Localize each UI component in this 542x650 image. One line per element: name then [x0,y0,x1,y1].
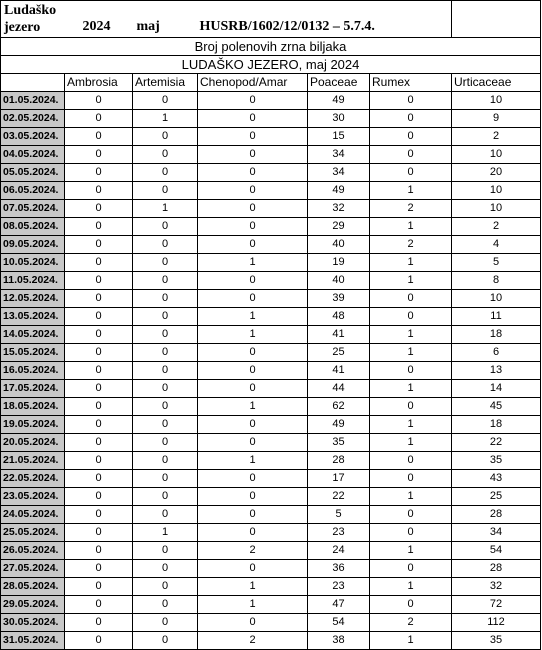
table-row [1,272,541,290]
table-row [1,326,541,344]
cell-value: 1 [370,632,452,650]
cell-value: 1 [370,488,452,506]
cell-value: 0 [370,164,452,182]
cell-value: 1 [370,416,452,434]
cell-value: 18 [452,326,541,344]
cell-value: 0 [65,218,133,236]
table-row [1,290,541,308]
cell-value: 23 [308,524,370,542]
cell-value: 49 [308,92,370,110]
row-date: 05.05.2024. [1,164,65,182]
cell-value: 0 [133,578,198,596]
month-cell: maj [133,1,198,38]
subtitle-row [1,56,541,74]
cell-value: 0 [133,218,198,236]
cell-value: 54 [452,542,541,560]
cell-value: 35 [452,452,541,470]
row-date: 20.05.2024. [1,434,65,452]
col-header-rumex: Rumex [370,74,452,92]
cell-value: 0 [133,128,198,146]
row-date: 07.05.2024. [1,200,65,218]
table-subtitle: LUDAŠKO JEZERO, maj 2024 [1,56,541,74]
cell-value: 22 [452,434,541,452]
cell-value: 0 [370,596,452,614]
cell-value: 0 [65,434,133,452]
cell-value: 35 [452,632,541,650]
header-row [1,1,541,38]
cell-value: 1 [370,272,452,290]
cell-value: 0 [133,560,198,578]
table-row [1,146,541,164]
cell-value: 0 [133,290,198,308]
cell-value: 0 [198,506,308,524]
col-header-poaceae: Poaceae [308,74,370,92]
cell-value: 0 [198,362,308,380]
cell-value: 13 [452,362,541,380]
table-row [1,560,541,578]
row-date: 30.05.2024. [1,614,65,632]
cell-value: 0 [65,452,133,470]
row-date: 25.05.2024. [1,524,65,542]
cell-value: 0 [133,596,198,614]
cell-value: 34 [308,164,370,182]
cell-value: 0 [65,596,133,614]
table-row [1,182,541,200]
cell-value: 0 [198,434,308,452]
cell-value: 0 [133,398,198,416]
row-date: 28.05.2024. [1,578,65,596]
cell-value: 23 [308,578,370,596]
cell-value: 40 [308,272,370,290]
cell-value: 35 [308,434,370,452]
cell-value: 0 [370,290,452,308]
cell-value: 1 [370,182,452,200]
table-row [1,254,541,272]
table-row [1,596,541,614]
cell-value: 34 [452,524,541,542]
table-row [1,434,541,452]
cell-value: 0 [133,434,198,452]
cell-value: 0 [198,290,308,308]
row-date: 26.05.2024. [1,542,65,560]
cell-value: 5 [308,506,370,524]
empty-header-cell [452,1,541,38]
cell-value: 0 [65,560,133,578]
cell-value: 0 [65,254,133,272]
row-date: 16.05.2024. [1,362,65,380]
cell-value: 2 [370,236,452,254]
col-header-chenopod: Chenopod/Amar [198,74,308,92]
cell-value: 19 [308,254,370,272]
cell-value: 0 [65,146,133,164]
cell-value: 0 [198,524,308,542]
table-row [1,236,541,254]
cell-value: 1 [198,452,308,470]
table-row [1,380,541,398]
cell-value: 49 [308,182,370,200]
cell-value: 0 [65,164,133,182]
cell-value: 0 [370,128,452,146]
cell-value: 1 [198,398,308,416]
cell-value: 10 [452,146,541,164]
cell-value: 28 [452,560,541,578]
row-date: 19.05.2024. [1,416,65,434]
cell-value: 0 [198,416,308,434]
cell-value: 1 [370,254,452,272]
cell-value: 0 [133,632,198,650]
cell-value: 41 [308,362,370,380]
cell-value: 40 [308,236,370,254]
col-header-artemisia: Artemisia [133,74,198,92]
cell-value: 1 [370,344,452,362]
cell-value: 0 [65,236,133,254]
cell-value: 0 [370,110,452,128]
cell-value: 112 [452,614,541,632]
cell-value: 0 [198,236,308,254]
table-row [1,128,541,146]
row-date: 06.05.2024. [1,182,65,200]
cell-value: 0 [198,146,308,164]
cell-value: 0 [198,128,308,146]
cell-value: 47 [308,596,370,614]
cell-value: 43 [452,470,541,488]
row-date: 24.05.2024. [1,506,65,524]
row-date: 27.05.2024. [1,560,65,578]
row-date: 22.05.2024. [1,470,65,488]
cell-value: 48 [308,308,370,326]
location-cell [1,1,65,38]
cell-value: 0 [65,362,133,380]
cell-value: 5 [452,254,541,272]
row-date: 15.05.2024. [1,344,65,362]
cell-value: 39 [308,290,370,308]
cell-value: 18 [452,416,541,434]
col-header-urticaceae: Urticaceae [452,74,541,92]
cell-value: 0 [198,182,308,200]
row-date: 09.05.2024. [1,236,65,254]
cell-value: 1 [133,524,198,542]
station-code-cell: HUSRB/1602/12/0132 – 5.7.4. [198,1,452,38]
table-row [1,164,541,182]
cell-value: 10 [452,200,541,218]
title-row [1,38,541,56]
cell-value: 1 [198,308,308,326]
cell-value: 0 [133,182,198,200]
cell-value: 25 [452,488,541,506]
cell-value: 0 [65,488,133,506]
cell-value: 1 [133,110,198,128]
cell-value: 1 [370,578,452,596]
cell-value: 0 [65,272,133,290]
cell-value: 0 [198,92,308,110]
cell-value: 2 [198,632,308,650]
cell-value: 6 [452,344,541,362]
cell-value: 0 [198,200,308,218]
cell-value: 11 [452,308,541,326]
row-date: 13.05.2024. [1,308,65,326]
cell-value: 45 [452,398,541,416]
cell-value: 0 [65,110,133,128]
corner-cell [1,74,65,92]
cell-value: 0 [370,524,452,542]
cell-value: 1 [370,218,452,236]
cell-value: 2 [452,128,541,146]
table-row [1,308,541,326]
cell-value: 24 [308,542,370,560]
table-row [1,416,541,434]
cell-value: 0 [198,344,308,362]
cell-value: 0 [65,200,133,218]
cell-value: 0 [65,524,133,542]
table-row [1,92,541,110]
row-date: 23.05.2024. [1,488,65,506]
table-row [1,344,541,362]
cell-value: 0 [133,380,198,398]
cell-value: 0 [133,416,198,434]
table-row [1,614,541,632]
cell-value: 8 [452,272,541,290]
cell-value: 0 [133,344,198,362]
row-date: 18.05.2024. [1,398,65,416]
cell-value: 28 [452,506,541,524]
cell-value: 0 [133,614,198,632]
cell-value: 41 [308,326,370,344]
table-row [1,110,541,128]
table-row [1,362,541,380]
cell-value: 0 [133,272,198,290]
cell-value: 25 [308,344,370,362]
cell-value: 0 [370,146,452,164]
cell-value: 0 [133,236,198,254]
table-title: Broj polenovih zrna biljaka [1,38,541,56]
cell-value: 0 [65,380,133,398]
cell-value: 38 [308,632,370,650]
table-row [1,632,541,650]
cell-value: 0 [133,470,198,488]
cell-value: 0 [133,164,198,182]
col-header-ambrosia: Ambrosia [65,74,133,92]
cell-value: 0 [133,308,198,326]
table-row [1,470,541,488]
cell-value: 20 [452,164,541,182]
cell-value: 10 [452,182,541,200]
cell-value: 1 [370,434,452,452]
cell-value: 9 [452,110,541,128]
cell-value: 2 [370,614,452,632]
cell-value: 30 [308,110,370,128]
cell-value: 0 [65,92,133,110]
table-row [1,452,541,470]
cell-value: 36 [308,560,370,578]
table-row [1,218,541,236]
cell-value: 1 [198,254,308,272]
row-date: 04.05.2024. [1,146,65,164]
row-date: 02.05.2024. [1,110,65,128]
row-date: 03.05.2024. [1,128,65,146]
cell-value: 0 [133,452,198,470]
cell-value: 0 [370,92,452,110]
row-date: 01.05.2024. [1,92,65,110]
cell-value: 0 [370,506,452,524]
cell-value: 0 [198,560,308,578]
cell-value: 0 [133,254,198,272]
cell-value: 0 [65,182,133,200]
cell-value: 10 [452,290,541,308]
cell-value: 0 [198,488,308,506]
cell-value: 4 [452,236,541,254]
cell-value: 1 [133,200,198,218]
cell-value: 0 [65,632,133,650]
cell-value: 0 [370,470,452,488]
table-row [1,542,541,560]
cell-value: 0 [198,470,308,488]
table-row [1,200,541,218]
cell-value: 17 [308,470,370,488]
cell-value: 0 [133,362,198,380]
year-cell: 2024 [65,1,133,38]
location-line-2: jezero [4,20,41,35]
cell-value: 22 [308,488,370,506]
cell-value: 0 [198,614,308,632]
cell-value: 32 [308,200,370,218]
cell-value: 62 [308,398,370,416]
cell-value: 29 [308,218,370,236]
cell-value: 0 [65,128,133,146]
row-date: 17.05.2024. [1,380,65,398]
cell-value: 0 [65,344,133,362]
cell-value: 0 [65,290,133,308]
row-date: 31.05.2024. [1,632,65,650]
cell-value: 0 [133,92,198,110]
cell-value: 0 [65,326,133,344]
table-row [1,488,541,506]
cell-value: 0 [198,380,308,398]
cell-value: 0 [133,488,198,506]
cell-value: 0 [133,506,198,524]
cell-value: 1 [198,326,308,344]
cell-value: 15 [308,128,370,146]
cell-value: 0 [65,614,133,632]
cell-value: 0 [133,542,198,560]
cell-value: 0 [370,560,452,578]
cell-value: 72 [452,596,541,614]
cell-value: 1 [370,380,452,398]
cell-value: 0 [370,398,452,416]
cell-value: 1 [198,596,308,614]
cell-value: 0 [65,470,133,488]
row-date: 10.05.2024. [1,254,65,272]
cell-value: 0 [370,362,452,380]
cell-value: 0 [370,308,452,326]
table-row [1,578,541,596]
cell-value: 49 [308,416,370,434]
table-row [1,524,541,542]
row-date: 21.05.2024. [1,452,65,470]
row-date: 08.05.2024. [1,218,65,236]
column-header-row [1,74,541,92]
row-date: 14.05.2024. [1,326,65,344]
cell-value: 1 [370,542,452,560]
cell-value: 0 [65,398,133,416]
cell-value: 10 [452,92,541,110]
row-date: 12.05.2024. [1,290,65,308]
cell-value: 2 [452,218,541,236]
row-date: 11.05.2024. [1,272,65,290]
cell-value: 54 [308,614,370,632]
cell-value: 32 [452,578,541,596]
cell-value: 44 [308,380,370,398]
cell-value: 0 [198,272,308,290]
cell-value: 0 [65,506,133,524]
cell-value: 2 [198,542,308,560]
cell-value: 0 [133,326,198,344]
cell-value: 1 [198,578,308,596]
cell-value: 14 [452,380,541,398]
cell-value: 0 [370,452,452,470]
cell-value: 0 [65,542,133,560]
cell-value: 0 [198,164,308,182]
cell-value: 0 [65,308,133,326]
location-line-1: Ludaško [4,3,57,18]
cell-value: 0 [65,578,133,596]
cell-value: 34 [308,146,370,164]
table-row [1,506,541,524]
cell-value: 1 [370,326,452,344]
cell-value: 2 [370,200,452,218]
cell-value: 0 [65,416,133,434]
table-row [1,398,541,416]
cell-value: 0 [198,110,308,128]
cell-value: 28 [308,452,370,470]
cell-value: 0 [198,218,308,236]
cell-value: 0 [133,146,198,164]
row-date: 29.05.2024. [1,596,65,614]
